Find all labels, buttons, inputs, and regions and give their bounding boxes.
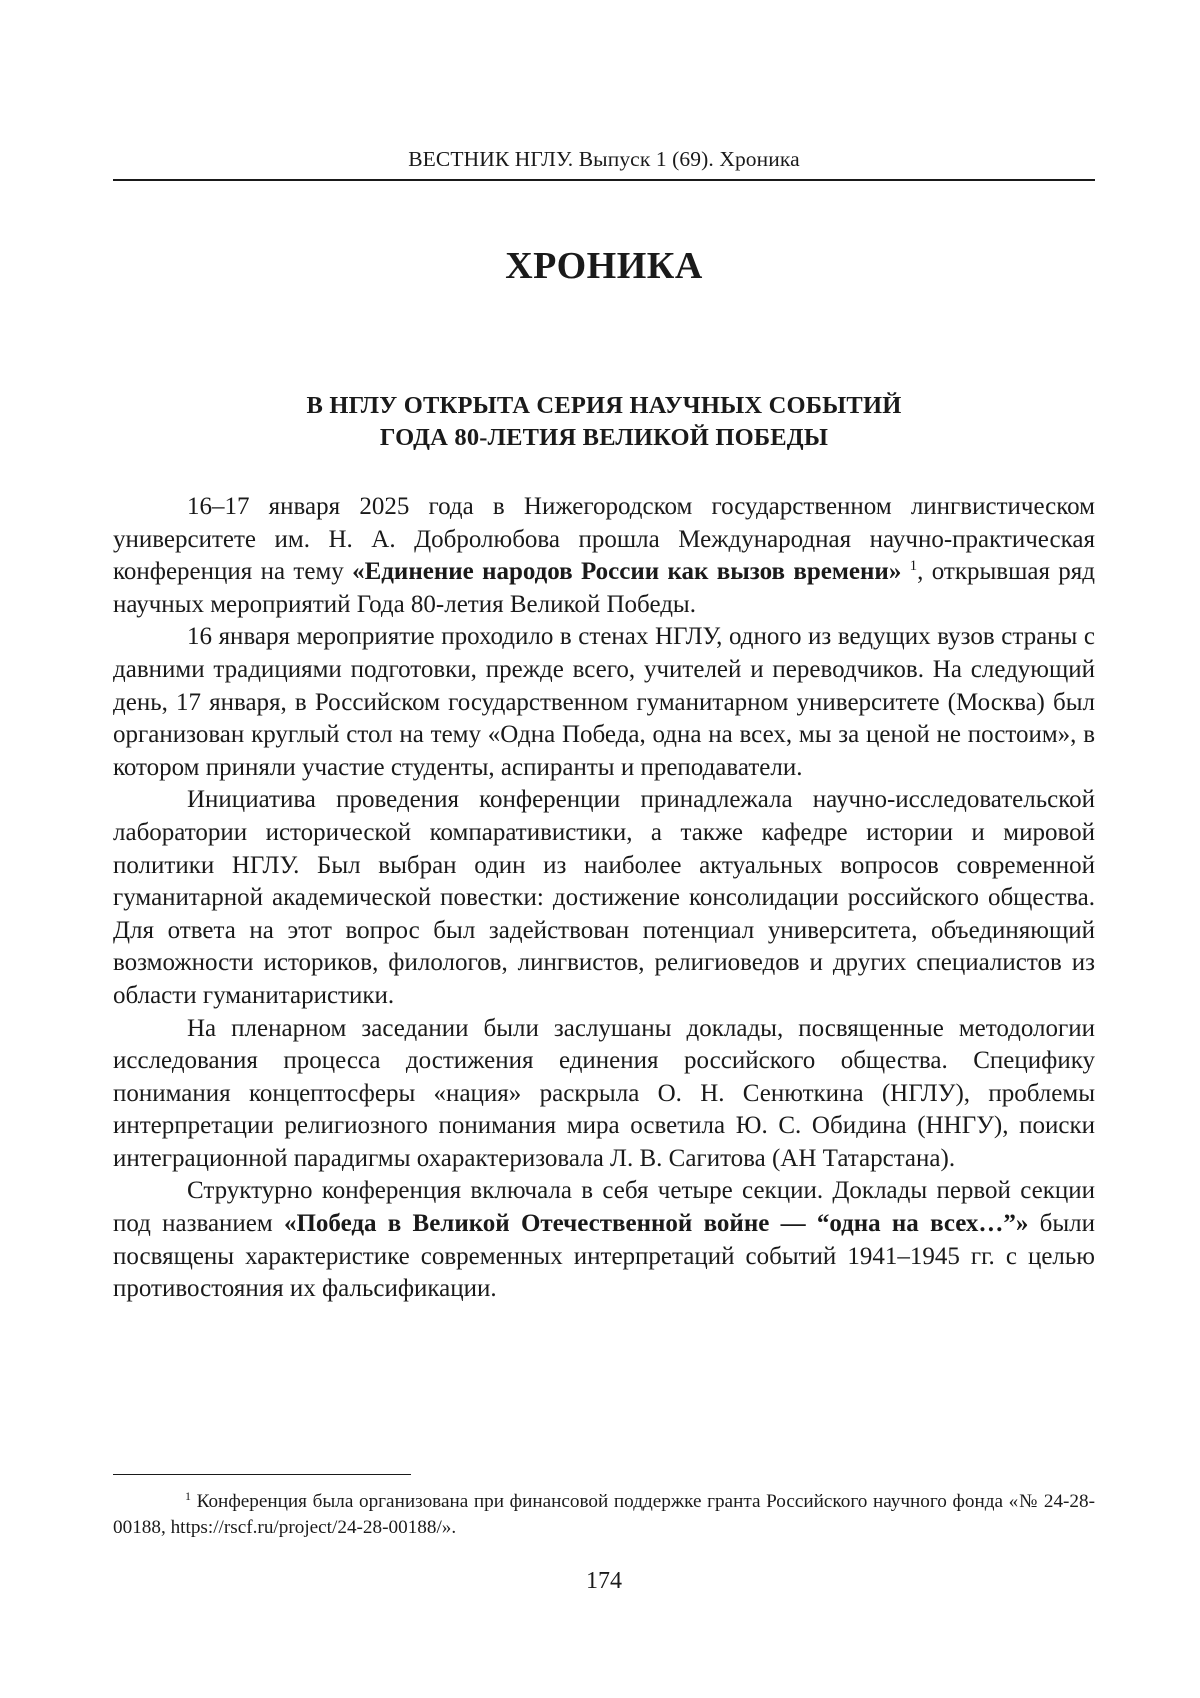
header-rule <box>113 179 1095 181</box>
footnote-marker: 1 <box>185 1489 191 1503</box>
article-title-line-2: ГОДА 80-ЛЕТИЯ ВЕЛИКОЙ ПОБЕДЫ <box>113 422 1095 454</box>
article-body <box>113 491 1095 1306</box>
paragraph-5-text-b: были посвящены характеристике современных интерпретаций событий 1941–1945 гг. с целью противостояния их фальсификации. <box>113 1210 1095 1302</box>
footnote <box>113 1489 1095 1541</box>
footnote-text: Конференция была организована при финансовой поддержке гранта Российского научного фонда «№ 24-28-00188, https://rscf.ru/project/24-28-00188/». <box>113 1491 1095 1538</box>
footnote-reference[interactable]: 1 <box>910 558 918 574</box>
running-head: ВЕСТНИК НГЛУ. Выпуск 1 (69). Хроника <box>113 146 1095 172</box>
paragraph-5 <box>113 1175 1095 1305</box>
paragraph-1-text-b: , открывшая ряд научных мероприятий Года 80-летия Великой Победы. <box>113 558 1095 618</box>
article-title <box>113 390 1095 454</box>
paragraph-3: Инициатива проведения конференции принадлежала научно-исследовательской лаборатории исторической компаративистики, а также кафедре истории и мировой политики НГЛУ. Был выбран один из наиболее актуальных вопросов современной гуманитарной академической повестки: достижение консолидации российского общества. Для ответа на этот вопрос был задействован потенциал университета, объединяющий возможности историков, филологов, лингвистов, религиоведов и других специалистов из области гуманитаристики. <box>113 784 1095 1012</box>
paragraph-4: На пленарном заседании были заслушаны доклады, посвященные методологии исследования процесса достижения единения российского общества. Специфику понимания концептосферы «нация» раскрыла О. Н. Сенюткина (НГЛУ), проблемы интерпретации религиозного понимания мира осветила Ю. С. Обидина (ННГУ), поиски интеграционной парадигмы охарактеризовала Л. В. Сагитова (АН Татарстана). <box>113 1013 1095 1176</box>
section-name: «Победа в Великой Отечественной войне — “одна на всех…”» <box>284 1210 1028 1237</box>
paragraph-1 <box>113 491 1095 621</box>
paragraph-1-text-a: 16–17 января 2025 года в Нижегородском государственном лингвистическом университете им. Н. А. Добролюбова прошла Международная научно-практическая конференция на тему <box>113 493 1095 585</box>
paragraph-5-text-a: Структурно конференция включала в себя четыре секции. Доклады первой секции под названием <box>113 1177 1095 1237</box>
page-number: 174 <box>113 1566 1095 1596</box>
footnote-rule <box>113 1474 411 1475</box>
journal-page <box>113 0 1095 1698</box>
article-title-line-1: В НГЛУ ОТКРЫТА СЕРИЯ НАУЧНЫХ СОБЫТИЙ <box>113 390 1095 422</box>
section-title: ХРОНИКА <box>113 244 1095 288</box>
conference-title: «Единение народов России как вызов времени» <box>352 558 901 585</box>
paragraph-2: 16 января мероприятие проходило в стенах НГЛУ, одного из ведущих вузов страны с давними традициями подготовки, прежде всего, учителей и переводчиков. На следующий день, 17 января, в Российском государственном гуманитарном университете (Москва) был организован круглый стол на тему «Одна Победа, одна на всех, мы за ценой не постоим», в котором приняли участие студенты, аспиранты и преподаватели. <box>113 621 1095 784</box>
